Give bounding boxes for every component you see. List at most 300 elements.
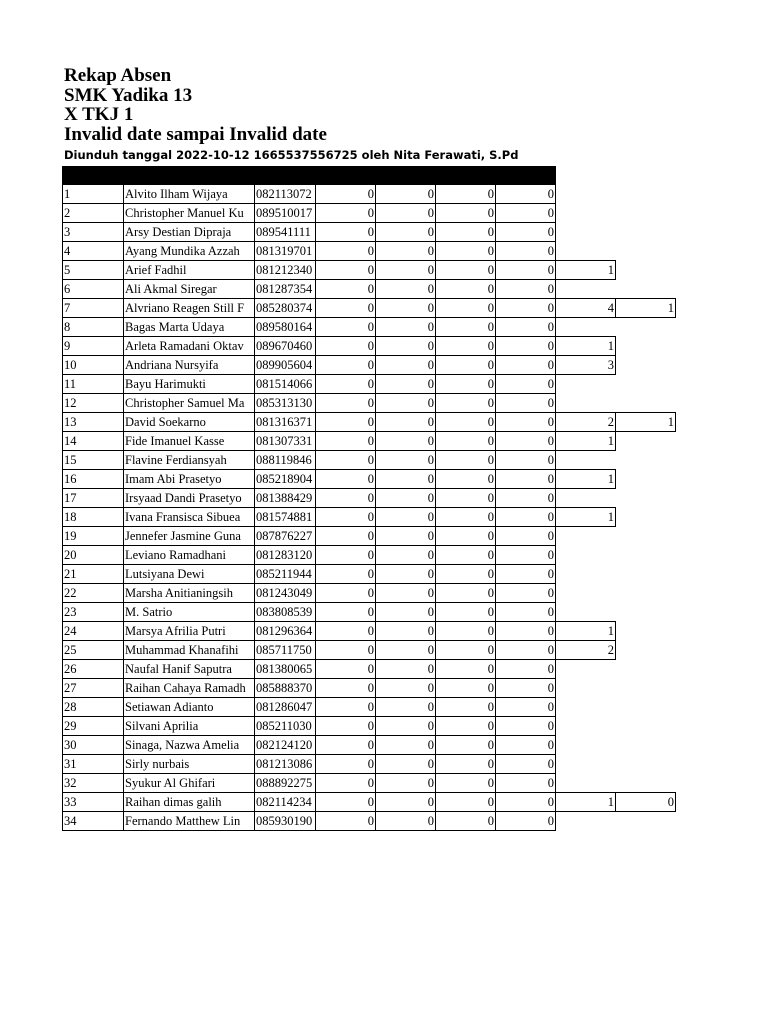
student-name-cell: Arleta Ramadani Oktav [124, 337, 255, 356]
row-number-cell: 2 [63, 204, 124, 223]
attendance-count-cell: 0 [496, 318, 556, 337]
table-row [63, 242, 676, 261]
student-name-cell: Setiawan Adianto [124, 698, 255, 717]
phone-cell: 089580164 [255, 318, 316, 337]
row-number-cell: 4 [63, 242, 124, 261]
extra-count-cell: 2 [556, 641, 616, 660]
empty-cell [616, 774, 676, 793]
row-number-cell: 22 [63, 584, 124, 603]
table-row [63, 717, 676, 736]
attendance-count-cell: 0 [436, 793, 496, 812]
row-number-cell: 27 [63, 679, 124, 698]
attendance-count-cell: 0 [436, 755, 496, 774]
empty-cell [616, 280, 676, 299]
attendance-count-cell: 0 [436, 774, 496, 793]
attendance-count-cell: 0 [436, 660, 496, 679]
attendance-count-cell: 0 [436, 242, 496, 261]
extra-count-cell: 1 [556, 622, 616, 641]
row-number-cell: 18 [63, 508, 124, 527]
attendance-count-cell: 0 [496, 432, 556, 451]
empty-cell [556, 318, 616, 337]
attendance-count-cell: 0 [376, 546, 436, 565]
student-name-cell: Ivana Fransisca Sibuea [124, 508, 255, 527]
attendance-count-cell: 0 [496, 622, 556, 641]
phone-cell: 081283120 [255, 546, 316, 565]
attendance-count-cell: 0 [436, 641, 496, 660]
attendance-count-cell: 0 [316, 755, 376, 774]
table-row [63, 261, 676, 280]
student-name-cell: Alvriano Reagen Still F [124, 299, 255, 318]
table-row [63, 584, 676, 603]
table-row [63, 622, 676, 641]
attendance-count-cell: 0 [496, 470, 556, 489]
empty-cell [556, 755, 616, 774]
student-name-cell: Raihan dimas galih [124, 793, 255, 812]
phone-cell: 081380065 [255, 660, 316, 679]
table-row [63, 375, 676, 394]
attendance-table-body [63, 185, 676, 831]
phone-cell: 085218904 [255, 470, 316, 489]
attendance-count-cell: 0 [496, 489, 556, 508]
attendance-count-cell: 0 [316, 736, 376, 755]
attendance-count-cell: 0 [436, 185, 496, 204]
phone-cell: 089541111 [255, 223, 316, 242]
attendance-count-cell: 0 [316, 356, 376, 375]
extra-count-cell: 1 [616, 413, 676, 432]
download-info: Diunduh tanggal 2022-10-12 1665537556725 oleh Nita Ferawati, S.Pd [64, 148, 519, 162]
empty-cell [556, 451, 616, 470]
attendance-count-cell: 0 [376, 622, 436, 641]
table-row [63, 546, 676, 565]
empty-cell [616, 489, 676, 508]
attendance-count-cell: 0 [496, 641, 556, 660]
row-number-cell: 13 [63, 413, 124, 432]
student-name-cell: Jennefer Jasmine Guna [124, 527, 255, 546]
empty-cell [616, 641, 676, 660]
attendance-count-cell: 0 [496, 394, 556, 413]
attendance-table-wrap [62, 166, 676, 831]
attendance-count-cell: 0 [316, 413, 376, 432]
attendance-count-cell: 0 [376, 755, 436, 774]
attendance-count-cell: 0 [376, 508, 436, 527]
attendance-count-cell: 0 [316, 451, 376, 470]
attendance-count-cell: 0 [436, 451, 496, 470]
student-name-cell: Raihan Cahaya Ramadh [124, 679, 255, 698]
row-number-cell: 24 [63, 622, 124, 641]
attendance-count-cell: 0 [376, 185, 436, 204]
attendance-count-cell: 0 [376, 356, 436, 375]
empty-cell [616, 508, 676, 527]
row-number-cell: 10 [63, 356, 124, 375]
attendance-count-cell: 0 [376, 280, 436, 299]
empty-cell [556, 774, 616, 793]
attendance-count-cell: 0 [496, 546, 556, 565]
phone-cell: 085313130 [255, 394, 316, 413]
attendance-count-cell: 0 [436, 394, 496, 413]
attendance-count-cell: 0 [376, 470, 436, 489]
row-number-cell: 9 [63, 337, 124, 356]
student-name-cell: Bagas Marta Udaya [124, 318, 255, 337]
student-name-cell: Bayu Harimukti [124, 375, 255, 394]
empty-cell [616, 261, 676, 280]
attendance-table [62, 184, 676, 831]
phone-cell: 085280374 [255, 299, 316, 318]
empty-cell [616, 755, 676, 774]
phone-cell: 089510017 [255, 204, 316, 223]
row-number-cell: 19 [63, 527, 124, 546]
attendance-count-cell: 0 [496, 261, 556, 280]
phone-cell: 081296364 [255, 622, 316, 641]
phone-cell: 085211030 [255, 717, 316, 736]
student-name-cell: Fide Imanuel Kasse [124, 432, 255, 451]
extra-count-cell: 1 [556, 261, 616, 280]
row-number-cell: 7 [63, 299, 124, 318]
attendance-count-cell: 0 [496, 242, 556, 261]
phone-cell: 082124120 [255, 736, 316, 755]
attendance-count-cell: 0 [436, 318, 496, 337]
attendance-count-cell: 0 [436, 736, 496, 755]
phone-cell: 081286047 [255, 698, 316, 717]
attendance-count-cell: 0 [436, 584, 496, 603]
empty-cell [616, 356, 676, 375]
empty-cell [616, 527, 676, 546]
row-number-cell: 8 [63, 318, 124, 337]
table-row [63, 204, 676, 223]
attendance-count-cell: 0 [376, 641, 436, 660]
attendance-count-cell: 0 [436, 717, 496, 736]
student-name-cell: Muhammad Khanafihi [124, 641, 255, 660]
table-header-bar [62, 166, 556, 184]
table-row [63, 337, 676, 356]
school-name: SMK Yadika 13 [64, 84, 193, 106]
table-row [63, 508, 676, 527]
empty-cell [616, 242, 676, 261]
table-row [63, 603, 676, 622]
attendance-count-cell: 0 [496, 660, 556, 679]
row-number-cell: 6 [63, 280, 124, 299]
phone-cell: 081319701 [255, 242, 316, 261]
attendance-count-cell: 0 [496, 508, 556, 527]
attendance-count-cell: 0 [376, 489, 436, 508]
attendance-count-cell: 0 [376, 394, 436, 413]
attendance-count-cell: 0 [496, 584, 556, 603]
student-name-cell: Silvani Aprilia [124, 717, 255, 736]
empty-cell [616, 204, 676, 223]
table-row [63, 565, 676, 584]
attendance-count-cell: 0 [376, 375, 436, 394]
extra-count-cell: 4 [556, 299, 616, 318]
empty-cell [616, 375, 676, 394]
student-name-cell: Fernando Matthew Lin [124, 812, 255, 831]
row-number-cell: 20 [63, 546, 124, 565]
empty-cell [616, 318, 676, 337]
attendance-count-cell: 0 [436, 337, 496, 356]
attendance-count-cell: 0 [316, 508, 376, 527]
attendance-count-cell: 0 [376, 793, 436, 812]
attendance-count-cell: 0 [376, 603, 436, 622]
extra-count-cell: 1 [556, 470, 616, 489]
table-row [63, 223, 676, 242]
table-row [63, 318, 676, 337]
attendance-count-cell: 0 [496, 793, 556, 812]
attendance-count-cell: 0 [316, 318, 376, 337]
attendance-count-cell: 0 [496, 755, 556, 774]
attendance-count-cell: 0 [316, 679, 376, 698]
phone-cell: 089905604 [255, 356, 316, 375]
attendance-count-cell: 0 [376, 527, 436, 546]
attendance-count-cell: 0 [316, 546, 376, 565]
row-number-cell: 29 [63, 717, 124, 736]
empty-cell [616, 223, 676, 242]
attendance-count-cell: 0 [316, 812, 376, 831]
empty-cell [616, 565, 676, 584]
extra-count-cell: 2 [556, 413, 616, 432]
table-row [63, 299, 676, 318]
student-name-cell: Arsy Destian Dipraja [124, 223, 255, 242]
row-number-cell: 16 [63, 470, 124, 489]
phone-cell: 081574881 [255, 508, 316, 527]
student-name-cell: Andriana Nursyifa [124, 356, 255, 375]
empty-cell [616, 622, 676, 641]
attendance-count-cell: 0 [496, 717, 556, 736]
attendance-count-cell: 0 [376, 337, 436, 356]
phone-cell: 087876227 [255, 527, 316, 546]
student-name-cell: Irsyaad Dandi Prasetyo [124, 489, 255, 508]
table-row [63, 451, 676, 470]
row-number-cell: 33 [63, 793, 124, 812]
attendance-count-cell: 0 [316, 185, 376, 204]
attendance-count-cell: 0 [496, 204, 556, 223]
attendance-count-cell: 0 [316, 622, 376, 641]
empty-cell [616, 451, 676, 470]
attendance-count-cell: 0 [496, 337, 556, 356]
attendance-count-cell: 0 [436, 261, 496, 280]
phone-cell: 081287354 [255, 280, 316, 299]
student-name-cell: Ali Akmal Siregar [124, 280, 255, 299]
attendance-count-cell: 0 [496, 185, 556, 204]
table-row [63, 185, 676, 204]
attendance-count-cell: 0 [316, 774, 376, 793]
row-number-cell: 17 [63, 489, 124, 508]
empty-cell [616, 470, 676, 489]
attendance-count-cell: 0 [496, 527, 556, 546]
row-number-cell: 21 [63, 565, 124, 584]
empty-cell [556, 812, 616, 831]
attendance-count-cell: 0 [316, 394, 376, 413]
attendance-count-cell: 0 [496, 565, 556, 584]
attendance-count-cell: 0 [316, 660, 376, 679]
attendance-count-cell: 0 [496, 774, 556, 793]
empty-cell [616, 698, 676, 717]
row-number-cell: 26 [63, 660, 124, 679]
empty-cell [616, 185, 676, 204]
phone-cell: 085930190 [255, 812, 316, 831]
phone-cell: 081212340 [255, 261, 316, 280]
attendance-count-cell: 0 [436, 622, 496, 641]
student-name-cell: Lutsiyana Dewi [124, 565, 255, 584]
phone-cell: 081388429 [255, 489, 316, 508]
student-name-cell: Marsya Afrilia Putri [124, 622, 255, 641]
attendance-count-cell: 0 [316, 527, 376, 546]
empty-cell [616, 717, 676, 736]
table-row [63, 698, 676, 717]
attendance-count-cell: 0 [496, 451, 556, 470]
attendance-count-cell: 0 [376, 774, 436, 793]
table-row [63, 356, 676, 375]
empty-cell [556, 660, 616, 679]
attendance-count-cell: 0 [316, 470, 376, 489]
attendance-count-cell: 0 [376, 736, 436, 755]
attendance-count-cell: 0 [496, 280, 556, 299]
student-name-cell: Christopher Samuel Ma [124, 394, 255, 413]
table-row [63, 774, 676, 793]
attendance-count-cell: 0 [376, 204, 436, 223]
attendance-count-cell: 0 [316, 375, 376, 394]
phone-cell: 089670460 [255, 337, 316, 356]
row-number-cell: 12 [63, 394, 124, 413]
date-range: Invalid date sampai Invalid date [64, 123, 327, 145]
phone-cell: 085211944 [255, 565, 316, 584]
table-row [63, 736, 676, 755]
empty-cell [616, 660, 676, 679]
extra-count-cell: 1 [556, 793, 616, 812]
attendance-count-cell: 0 [316, 432, 376, 451]
student-name-cell: Imam Abi Prasetyo [124, 470, 255, 489]
attendance-count-cell: 0 [376, 242, 436, 261]
attendance-count-cell: 0 [316, 280, 376, 299]
attendance-count-cell: 0 [436, 508, 496, 527]
table-row [63, 679, 676, 698]
attendance-count-cell: 0 [436, 546, 496, 565]
attendance-count-cell: 0 [316, 565, 376, 584]
extra-count-cell: 0 [616, 793, 676, 812]
attendance-count-cell: 0 [376, 565, 436, 584]
row-number-cell: 5 [63, 261, 124, 280]
attendance-count-cell: 0 [436, 299, 496, 318]
row-number-cell: 31 [63, 755, 124, 774]
attendance-count-cell: 0 [376, 679, 436, 698]
row-number-cell: 3 [63, 223, 124, 242]
attendance-count-cell: 0 [436, 413, 496, 432]
phone-cell: 081213086 [255, 755, 316, 774]
class-name: X TKJ 1 [64, 104, 134, 125]
table-row [63, 280, 676, 299]
attendance-count-cell: 0 [436, 204, 496, 223]
attendance-count-cell: 0 [436, 356, 496, 375]
empty-cell [556, 375, 616, 394]
student-name-cell: Christopher Manuel Ku [124, 204, 255, 223]
attendance-count-cell: 0 [436, 375, 496, 394]
attendance-count-cell: 0 [436, 603, 496, 622]
attendance-count-cell: 0 [436, 280, 496, 299]
empty-cell [556, 736, 616, 755]
attendance-count-cell: 0 [436, 812, 496, 831]
attendance-count-cell: 0 [436, 527, 496, 546]
attendance-count-cell: 0 [436, 470, 496, 489]
row-number-cell: 25 [63, 641, 124, 660]
row-number-cell: 23 [63, 603, 124, 622]
attendance-count-cell: 0 [496, 413, 556, 432]
attendance-count-cell: 0 [496, 223, 556, 242]
report-title: Rekap Absen [64, 65, 172, 86]
empty-cell [556, 603, 616, 622]
attendance-count-cell: 0 [496, 736, 556, 755]
row-number-cell: 30 [63, 736, 124, 755]
table-row [63, 527, 676, 546]
phone-cell: 082114234 [255, 793, 316, 812]
empty-cell [616, 603, 676, 622]
extra-count-cell: 1 [616, 299, 676, 318]
student-name-cell: Ayang Mundika Azzah [124, 242, 255, 261]
row-number-cell: 15 [63, 451, 124, 470]
attendance-count-cell: 0 [316, 299, 376, 318]
empty-cell [616, 736, 676, 755]
attendance-count-cell: 0 [376, 717, 436, 736]
attendance-count-cell: 0 [376, 451, 436, 470]
attendance-count-cell: 0 [376, 299, 436, 318]
empty-cell [616, 432, 676, 451]
empty-cell [556, 527, 616, 546]
row-number-cell: 34 [63, 812, 124, 831]
attendance-count-cell: 0 [436, 698, 496, 717]
attendance-count-cell: 0 [496, 698, 556, 717]
table-row [63, 470, 676, 489]
student-name-cell: Flavine Ferdiansyah [124, 451, 255, 470]
row-number-cell: 1 [63, 185, 124, 204]
table-row [63, 755, 676, 774]
attendance-count-cell: 0 [376, 318, 436, 337]
table-row [63, 489, 676, 508]
attendance-count-cell: 0 [316, 603, 376, 622]
table-row [63, 394, 676, 413]
attendance-count-cell: 0 [376, 812, 436, 831]
attendance-count-cell: 0 [436, 565, 496, 584]
table-row [63, 793, 676, 812]
attendance-count-cell: 0 [376, 261, 436, 280]
attendance-count-cell: 0 [496, 679, 556, 698]
row-number-cell: 28 [63, 698, 124, 717]
phone-cell: 081243049 [255, 584, 316, 603]
empty-cell [616, 337, 676, 356]
extra-count-cell: 1 [556, 337, 616, 356]
empty-cell [556, 204, 616, 223]
student-name-cell: Naufal Hanif Saputra [124, 660, 255, 679]
attendance-count-cell: 0 [436, 223, 496, 242]
attendance-count-cell: 0 [376, 660, 436, 679]
phone-cell: 081307331 [255, 432, 316, 451]
attendance-count-cell: 0 [316, 204, 376, 223]
row-number-cell: 11 [63, 375, 124, 394]
empty-cell [556, 242, 616, 261]
extra-count-cell: 3 [556, 356, 616, 375]
attendance-count-cell: 0 [436, 489, 496, 508]
student-name-cell: David Soekarno [124, 413, 255, 432]
empty-cell [556, 584, 616, 603]
attendance-count-cell: 0 [316, 717, 376, 736]
student-name-cell: Syukur Al Ghifari [124, 774, 255, 793]
empty-cell [556, 185, 616, 204]
attendance-count-cell: 0 [316, 223, 376, 242]
row-number-cell: 14 [63, 432, 124, 451]
attendance-count-cell: 0 [316, 242, 376, 261]
attendance-count-cell: 0 [436, 679, 496, 698]
table-row [63, 660, 676, 679]
attendance-count-cell: 0 [316, 793, 376, 812]
student-name-cell: Arief Fadhil [124, 261, 255, 280]
empty-cell [556, 223, 616, 242]
attendance-count-cell: 0 [376, 584, 436, 603]
table-row [63, 432, 676, 451]
